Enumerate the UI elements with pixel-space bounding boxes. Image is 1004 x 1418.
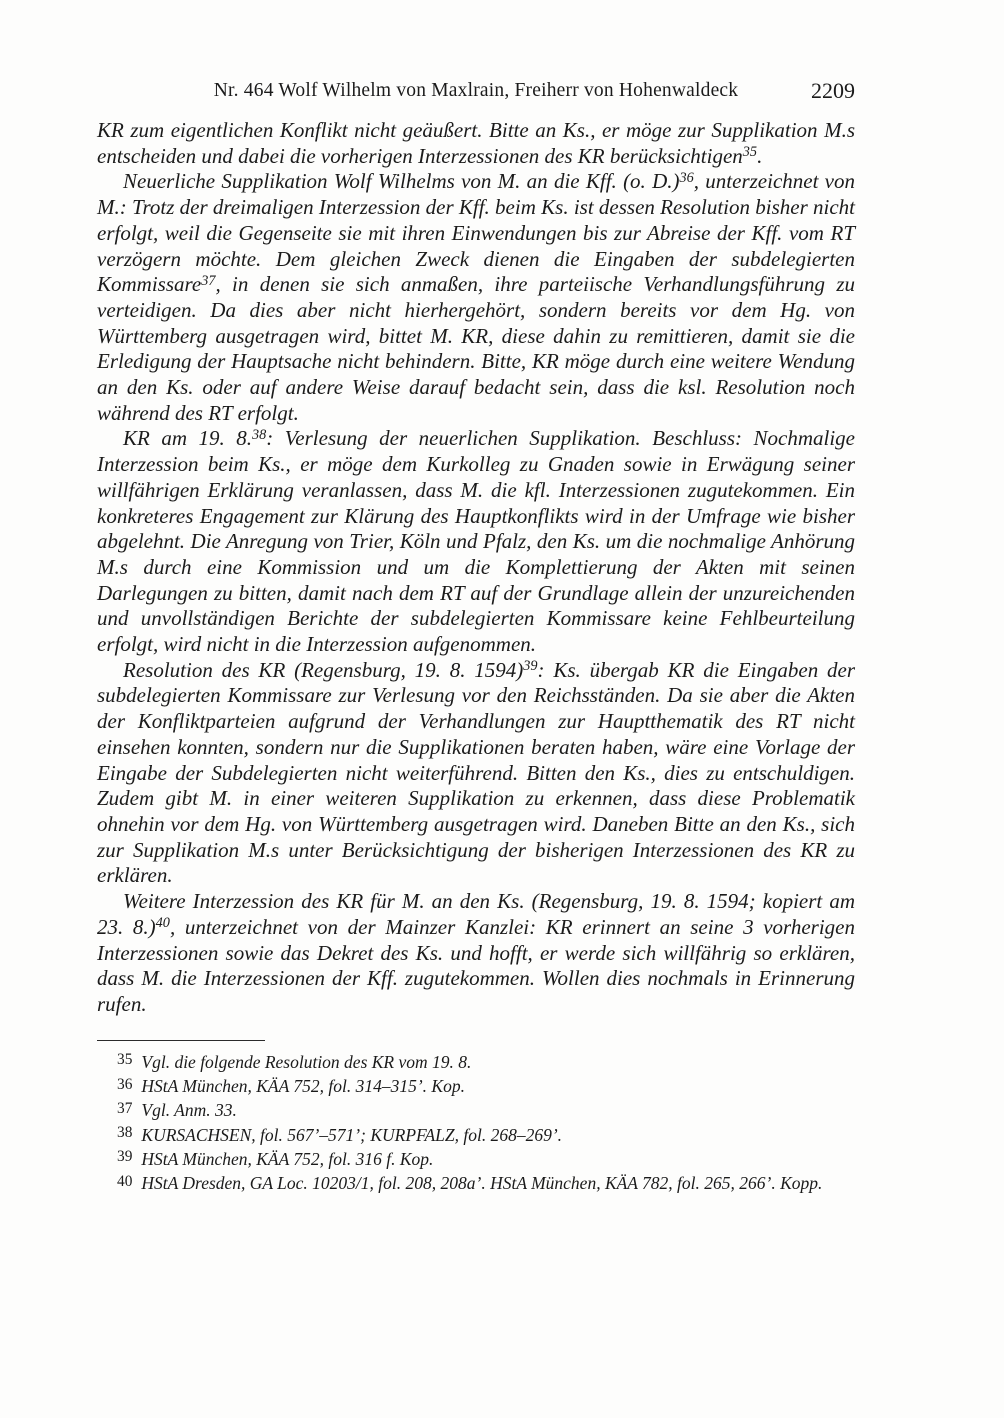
paragraph: Neuerliche Supplikation Wolf Wilhelms von M. an die Kff. (o. D.)$^{36}$, unterzeichnet von M.: Trotz der dreimaligen Interzession der Kff. beim Ks. ist dessen Resolution bisher nicht erfolgt, weil die Gegenseite sie mit ihren Einwendungen bis zur Abreise der Kff. vom RT verzögern möchte. Dem gleichen Zweck dienen die Eingaben der subdelegierten Kommissare$^{37}$, in denen sie sich anmaßen, ihre parteiische Verhandlungsführung zu verteidigen. Da dies aber nicht hierhergehört, sondern bereits vor dem Hg. von Württemberg ausgetragen wird, bittet M. KR, diese dahin zu remittieren, damit sie die Erledigung der Hauptsache nicht behindern. Bitte, KR möge durch eine weitere Wendung an den Ks. oder auf andere Weise darauf bedacht sein, dass die ksl. Resolution noch während des RT erfolgt. bbox=[97, 169, 856, 425]
footnote-text: KURSACHSEN, fol. 567’–571’; KURPFALZ, fol. 268–269’. bbox=[141, 1124, 563, 1145]
paragraph: KR zum eigentlichen Konflikt nicht geäußert. Bitte an Ks., er möge zur Supplikation M.s entscheiden und dabei die vorherigen Interzessionen des KR berücksichtigen$^{35}$. bbox=[97, 118, 855, 168]
footnote-number: 36 bbox=[117, 1075, 133, 1093]
footnote bbox=[97, 1074, 855, 1098]
footnote bbox=[97, 1050, 855, 1074]
paragraph: KR am 19. 8.38: Verlesung der neuerlichen Supplikation. Beschluss: Nochmalige Interzession beim Ks., er möge dem Kurkolleg zu Gnaden sowie in Erwägung seiner willfährigen Erklärung veranlassen, dass M. die kfl. Interzessionen zugutekommen. Ein konkreteres Engagement zur Klärung des Hauptkonflikts wird in der Umfrage wie bisher abgelehnt. Die Anregung von Trier, Köln und Pfalz, den Ks. um die nochmalige Anhörung M.s durch eine Kommission und um die Komplettierung der Akten mit seinen Darlegungen zu bitten, damit nach dem RT auf der Grundlage allein der unzureichenden und unvollständigen Berichte der subdelegierten Kommissare keine Fehlbeurteilung erfolgt, wird nicht in die Interzession aufgenommen. bbox=[97, 426, 855, 657]
footnote-text: Vgl. die folgende Resolution des KR vom 19. 8. bbox=[141, 1051, 472, 1072]
footnote-text: Vgl. Anm. 33. bbox=[141, 1100, 237, 1121]
body-text bbox=[97, 118, 855, 1018]
footnote-text: HStA München, KÄA 752, fol. 316 f. Kop. bbox=[141, 1148, 434, 1169]
header-title: Nr. 464 Wolf Wilhelm von Maxlrain, Freiherr von Hohenwaldeck bbox=[213, 80, 739, 101]
footnote-separator bbox=[97, 1040, 265, 1041]
footnote bbox=[97, 1098, 855, 1122]
footnote-marker: 36 bbox=[679, 169, 694, 186]
footnote-number: 39 bbox=[117, 1148, 133, 1166]
footnote-number: 38 bbox=[117, 1124, 133, 1142]
footnote-text: HStA Dresden, GA Loc. 10203/1, fol. 208, 208a’. HStA München, KÄA 782, fol. 265, 266’. Kopp. bbox=[141, 1173, 823, 1194]
footnote-marker: 35 bbox=[742, 144, 758, 161]
footnote-marker: 37 bbox=[201, 272, 216, 289]
footnote bbox=[97, 1123, 855, 1147]
footnotes bbox=[97, 1050, 855, 1196]
paragraph: Weitere Interzession des KR für M. an den Ks. (Regensburg, 19. 8. 1594; kopiert am 23. 8.)$^{40}$, unterzeichnet von der Mainzer Kanzlei: KR erinnert an seine 3 vorherigen Interzessionen sowie das Dekret des Ks. und hofft, er werde sich willfährig so erklären, dass M. die Interzessionen der Kff. zugutekommen. Wollen dies nochmals in Erinnerung rufen. bbox=[97, 889, 855, 1016]
page-number: 2209 bbox=[811, 78, 855, 103]
running-header bbox=[97, 78, 855, 108]
footnote-marker: 40 bbox=[155, 915, 170, 932]
footnote-number: 40 bbox=[117, 1172, 133, 1190]
footnote bbox=[97, 1171, 855, 1195]
footnote-marker: 38 bbox=[252, 427, 267, 444]
footnote bbox=[97, 1147, 855, 1171]
text-column bbox=[97, 78, 855, 1195]
paragraph: Resolution des KR (Regensburg, 19. 8. 1594)$^{39}$: Ks. übergab KR die Eingaben der subdelegierten Kommissare zur Verlesung vor den Reichsständen. Da sie aber die Akten der Konfliktparteien aufgrund der Verhandlungen zur Hauptthematik des RT nicht einsehen konnten, sondern nur die Supplikationen beraten haben, wäre eine Vorlage der Eingabe der Subdelegierten nicht weiterführend. Bitten den Ks., dies zu entschuldigen. Zudem gibt M. in einer weiteren Supplikation zu erkennen, dass diese Problematik ohnehin vor dem Hg. von Württemberg ausgetragen wird. Daneben Bitte an den Ks., sich zur Supplikation M.s unter Berücksichtigung der bisherigen Interzessionen des KR zu erklären. bbox=[97, 657, 855, 888]
footnote-marker: 39 bbox=[523, 658, 538, 675]
footnote-text: HStA München, KÄA 752, fol. 314–315’. Kop. bbox=[141, 1075, 465, 1096]
footnote-number: 35 bbox=[117, 1051, 133, 1069]
footnote-number: 37 bbox=[117, 1099, 133, 1117]
